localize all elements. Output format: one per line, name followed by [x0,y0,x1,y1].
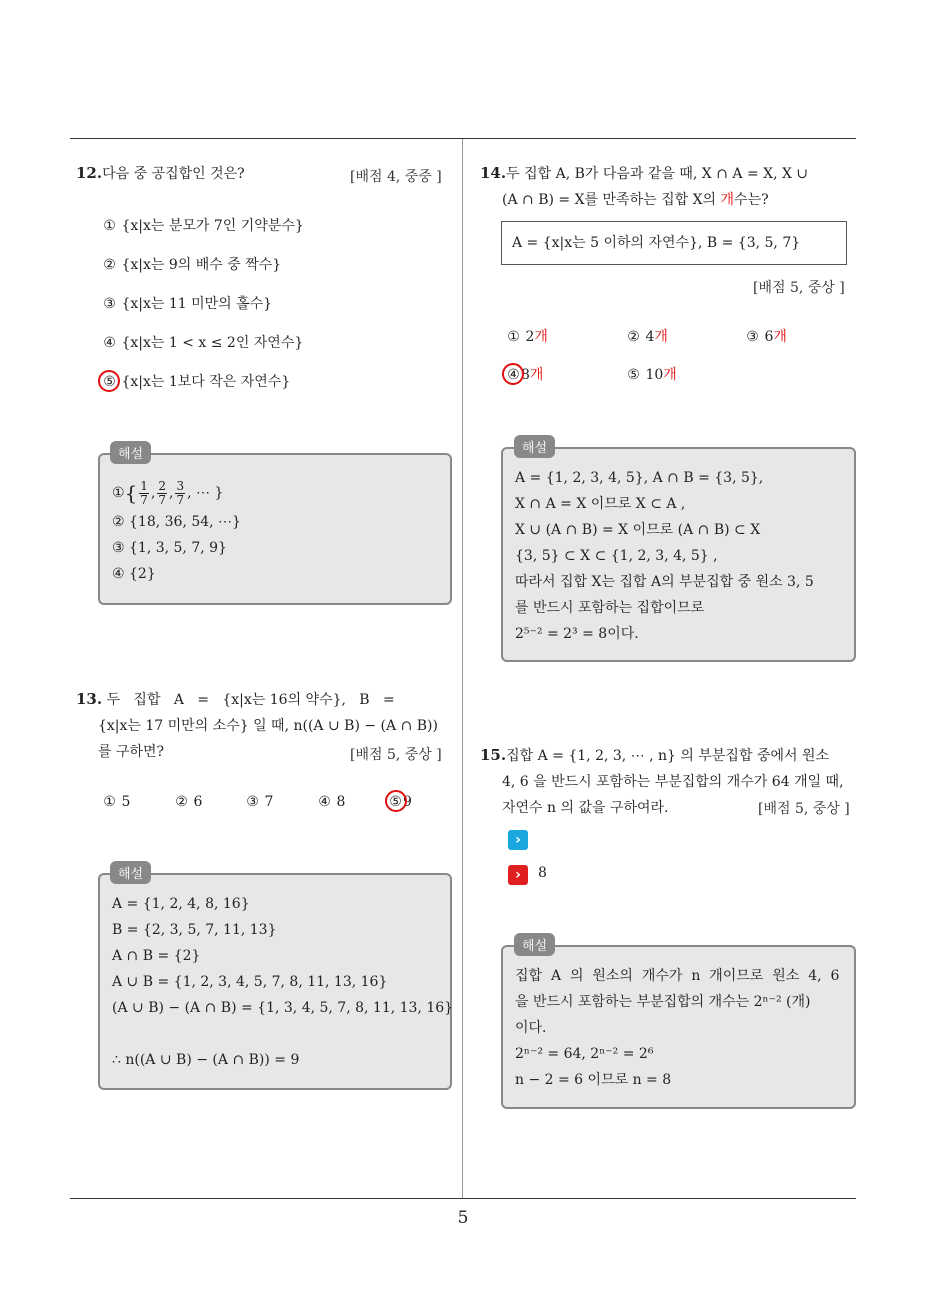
option-text: 6 [193,794,203,810]
q14-option-5[interactable] [626,365,677,385]
q12-option-4[interactable] [102,333,303,353]
q13-solution-label: 해설 [110,861,151,884]
q12-option-1[interactable] [102,216,304,236]
q13-option-3[interactable] [245,792,273,812]
q15-solution-line-2: 을 반드시 포함하는 부분집합의 개수는 2ⁿ⁻² (개) [515,994,811,1010]
q12-option-5[interactable] [102,372,290,392]
q14-meta: [배점 5, 중상 ] [753,280,845,296]
q13-solution-line-7: ∴ n((A ∪ B) − (A ∩ B)) = 9 [112,1052,300,1068]
option-mark: ③ [246,794,259,810]
option-text: {x|x는 분모가 7인 기약분수} [121,218,304,234]
option-mark: ① [103,218,116,234]
option-unit: 개 [534,329,548,345]
option-text: 10 [645,367,664,383]
q14-option-3[interactable] [745,327,787,347]
q14-solution-line-5: 따라서 집합 X는 집합 A의 부분집합 중 원소 3, 5 [515,574,814,590]
q13-solution-line-6 [112,1021,453,1047]
chevron-right-icon: › [515,832,521,848]
fraction: $\frac{3}{7}$ [176,478,185,507]
q12-solution-label: 해설 [110,441,151,464]
q12-solution-line-1: ①{ $\frac{1}{7}$ , $\frac{2}{7}$ , $\frac{3}{7}$ , ⋯ } [112,478,224,507]
column-divider [462,139,463,1198]
option-text: 9 [403,794,412,810]
q13-number: 13. [76,690,103,708]
option-mark: ① [507,329,520,345]
option-text: {x|x는 1 < x ≤ 2인 자연수} [121,335,304,351]
q12-meta: [배점 4, 중중 ] [350,169,442,185]
q14-solution-line-7: 2⁵⁻² = 2³ = 8이다. [515,626,639,642]
option-mark: ② [103,257,116,273]
option-text: 8 [521,367,530,383]
q12-option-2[interactable] [102,255,281,275]
q12-solution-box [98,453,452,605]
q15-answer-value: 8 [538,865,547,881]
option-text: {x|x는 1보다 작은 자연수} [121,374,291,390]
q13-option-4[interactable] [317,792,345,812]
option-mark: ④ [318,794,331,810]
fraction: $\frac{2}{7}$ [158,478,167,507]
q14-option-2[interactable] [626,327,668,347]
q13-solution-line-1: A = {1, 2, 4, 8, 16} [112,896,250,912]
q12-solution-line-4: ④ {2} [112,566,156,582]
show-answer-button[interactable] [508,830,528,850]
option-unit: 개 [529,367,544,383]
q13-solution-line-2: B = {2, 3, 5, 7, 11, 13} [112,922,277,938]
q14-solution-line-2: X ∩ A = X 이므로 X ⊂ A , [515,496,686,512]
q14-line-2: (A ∩ B) = X를 만족하는 집합 X의 개수는? [502,192,769,208]
q13-option-2[interactable] [174,792,202,812]
option-mark: ⑤ [627,367,640,383]
q13-option-1[interactable] [102,792,130,812]
option-text: 2 [525,329,535,345]
option-mark: ② [627,329,640,345]
option-mark: ① [103,794,116,810]
q12-text: 다음 중 공집합인 것은? [102,166,245,182]
q12-number: 12. [76,164,103,182]
page-number: 5 [457,1208,469,1228]
option-unit: 개 [773,329,787,345]
q12-option-3[interactable] [102,294,272,314]
q14-solution-box [501,447,856,662]
q14-solution-line-3: X ∪ (A ∩ B) = X 이므로 (A ∩ B) ⊂ X [515,522,761,538]
q14-line-1: 두 집합 A, B가 다음과 같을 때, X ∩ A = X, X ∪ [506,166,809,182]
q15-line-1: 집합 A = {1, 2, 3, ⋯ , n} 의 부분집합 중에서 원소 [506,748,829,764]
fraction: $\frac{1}{7}$ [140,478,148,507]
option-text: 7 [264,794,274,810]
option-mark: ② [175,794,188,810]
option-mark: ③ [746,329,759,345]
option-text: {x|x는 11 미만의 홀수} [121,296,273,312]
q14-stem [480,160,860,213]
q15-solution-line-1: 집합 A 의 원소의 개수가 n 개이므로 원소 4, 6 [515,968,840,984]
q13-solution-line-4: A ∪ B = {1, 2, 3, 4, 5, 7, 8, 11, 13, 16} [112,974,388,990]
q13-line-2: {x|x는 17 미만의 소수} 일 때, n((A ∪ B) − (A ∩ B)) [98,718,438,734]
q14-solution-line-4: {3, 5} ⊂ X ⊂ {1, 2, 3, 4, 5} , [515,548,718,564]
bottom-rule [70,1198,856,1199]
answer-circle-mark [98,370,120,392]
q13-solution-box [98,873,452,1090]
q12-solution-line-2: ② {18, 36, 54, ⋯} [112,514,241,530]
answer-circle-mark [385,790,407,812]
q14-number: 14. [480,164,507,182]
option-text: 4 [645,329,655,345]
q13-meta: [배점 5, 중상 ] [350,747,442,763]
option-mark: ⑤ [103,374,116,390]
q14-solution-line-1: A = {1, 2, 3, 4, 5}, A ∩ B = {3, 5}, [515,470,764,486]
option-mark: ④ [103,335,116,351]
chevron-right-icon: › [515,867,521,883]
q15-solution-line-3: 이다. [515,1020,547,1036]
option-text: 5 [121,794,131,810]
q14-given-box: A = {x|x는 5 이하의 자연수}, B = {3, 5, 7} [501,221,847,265]
option-mark: ④ [507,367,520,383]
solution-mark: ① [112,485,125,501]
q12-solution-line-3: ③ {1, 3, 5, 7, 9} [112,540,227,556]
q15-solution-line-5: n − 2 = 6 이므로 n = 8 [515,1072,672,1088]
option-mark: ⑤ [389,794,402,810]
top-rule [70,138,856,139]
q13-solution-line-3: A ∩ B = {2} [112,948,201,964]
q15-solution-label: 해설 [514,933,555,956]
option-unit: 개 [663,367,677,383]
q14-option-1[interactable] [506,327,548,347]
q13-line-1: 두 집합 A = {x|x는 16의 약수}, B = [106,692,395,708]
q14-solution-label: 해설 [514,435,555,458]
option-unit: 개 [654,329,668,345]
q15-number: 15. [480,746,507,764]
q13-solution-line-5: (A ∪ B) − (A ∩ B) = {1, 3, 4, 5, 7, 8, 11, 13, 16} [112,1000,454,1016]
answer-reveal-button[interactable] [508,865,528,885]
q15-line-2: 4, 6 을 반드시 포함하는 부분집합의 개수가 64 개일 때, [502,774,844,790]
option-mark: ③ [103,296,116,312]
option-text: 8 [336,794,346,810]
option-text: {x|x는 9의 배수 중 짝수} [121,257,282,273]
q15-solution-line-4: 2ⁿ⁻² = 64, 2ⁿ⁻² = 2⁶ [515,1046,654,1062]
q15-solution-box [501,945,856,1109]
q14-solution-line-6: 를 반드시 포함하는 집합이므로 [515,600,705,616]
q15-line-3: 자연수 n 의 값을 구하여라. [502,800,669,816]
answer-circle-mark [502,363,524,385]
q15-meta: [배점 5, 중상 ] [758,801,850,817]
option-text: 6 [764,329,774,345]
q13-line-3: 를 구하면? [98,744,165,760]
